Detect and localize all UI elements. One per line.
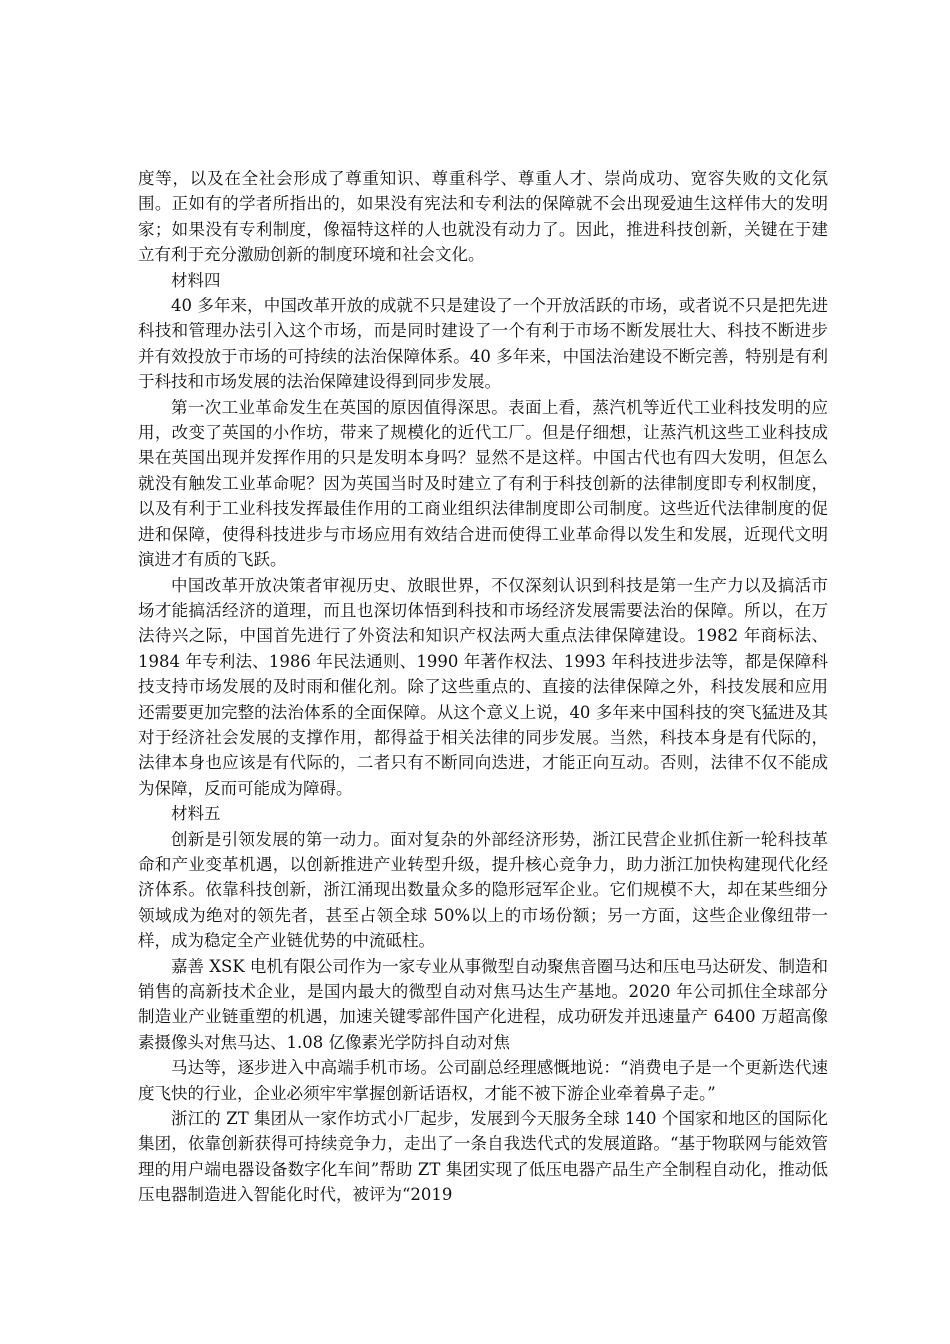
paragraph: 第一次工业革命发生在英国的原因值得深思。表面上看，蒸汽机等近代工业科技发明的应用，改变了英国的小作坊，带来了规模化的近代工厂。但是仔细想，让蒸汽机这些工业科技成果在英国出现并发挥作用的只是发明本身吗？显然不是这样。中国古代也有四大发明，但怎么就没有触发工业革命呢？因为英国当时及时建立了有利于科技创新的法律制度即专利权制度，以及有利于工业科技发挥最佳作用的工商业组织法律制度即公司制度。这些近代法律制度的促进和保障，使得科技进步与市场应用有效结合进而使得工业革命得以发生和发展，近现代文明演进才有质的飞跃。 bbox=[138, 397, 828, 570]
paragraph: 浙江的 ZT 集团从一家作坊式小厂起步，发展到今天服务全球 140 个国家和地区的国际化集团，依靠创新获得可持续竞争力，走出了一条自我迭代式的发展道路。“基于物联网与能效管理的用户端电器设备数字化车间”帮助 ZT 集团实现了低压电器产品生产全制程自动化，推动低压电器制造进入智能化时代，被评为“2019 bbox=[138, 1109, 828, 1205]
paragraph-continuation: 度等，以及在全社会形成了尊重知识、尊重科学、尊重人才、崇尚成功、宽容失败的文化氛围。正如有的学者所指出的，如果没有宪法和专利法的保障就不会出现爱迪生这样伟大的发明家；如果没有专利制度，像福特这样的人也就没有动力了。因此，推进科技创新，关键在于建立有利于充分激励创新的制度环境和社会文化。 bbox=[138, 169, 828, 265]
section-heading-material-4: 材料四 bbox=[171, 270, 221, 290]
document-page bbox=[138, 166, 828, 1208]
paragraph: 嘉善 XSK 电机有限公司作为一家专业从事微型自动聚焦音圈马达和压电马达研发、制造和销售的高新技术企业，是国内最大的微型自动对焦马达生产基地。2020 年公司抓住全球部分制造业产业链重塑的机遇，加速关键零部件国产化进程，成功研发并迅速量产 6400 万超高像素摄像头对焦马达、1.08 亿像素光学防抖自动对焦 bbox=[138, 956, 828, 1052]
paragraph: 40 多年来，中国改革开放的成就不只是建设了一个开放活跃的市场，或者说不只是把先进科技和管理办法引入这个市场，而是同时建设了一个有利于市场不断发展壮大、科技不断进步并有效投放于市场的可持续的法治保障体系。40 多年来，中国法治建设不断完善，特别是有利于科技和市场发展的法治保障建设得到同步发展。 bbox=[138, 296, 828, 392]
section-heading-material-5: 材料五 bbox=[171, 804, 221, 824]
paragraph: 创新是引领发展的第一动力。面对复杂的外部经济形势，浙江民营企业抓住新一轮科技革命和产业变革机遇，以创新推进产业转型升级，提升核心竞争力，助力浙江加快构建现代化经济体系。依靠科技创新，浙江涌现出数量众多的隐形冠军企业。它们规模不大，却在某些细分领域成为绝对的领先者，甚至占领全球 50%以上的市场份额；另一方面，这些企业像纽带一样，成为稳定全产业链优势的中流砥柱。 bbox=[138, 829, 828, 951]
paragraph: 中国改革开放决策者审视历史、放眼世界，不仅深刻认识到科技是第一生产力以及搞活市场才能搞活经济的道理，而且也深切体悟到科技和市场经济发展需要法治的保障。所以，在万法待兴之际，中国首先进行了外资法和知识产权法两大重点法律保障建设。1982 年商标法、1984 年专利法、1986 年民法通则、1990 年著作权法、1993 年科技进步法等，都是保障科技支持市场发展的及时雨和催化剂。除了这些重点的、直接的法律保障之外，科技发展和应用还需要更加完整的法治体系的全面保障。从这个意义上说，40 多年来中国科技的突飞猛进及其对于经济社会发展的支撑作用，都得益于相关法律的同步发展。当然，科技本身是有代际的，法律本身也应该是有代际的，二者只有不断同向迭进，才能正向互动。否则，法律不仅不能成为保障，反而可能成为障碍。 bbox=[138, 575, 828, 798]
paragraph: 马达等，逐步进入中高端手机市场。公司副总经理感慨地说：“消费电子是一个更新迭代速度飞快的行业，企业必须牢牢掌握创新话语权，才能不被下游企业牵着鼻子走。” bbox=[138, 1058, 828, 1103]
